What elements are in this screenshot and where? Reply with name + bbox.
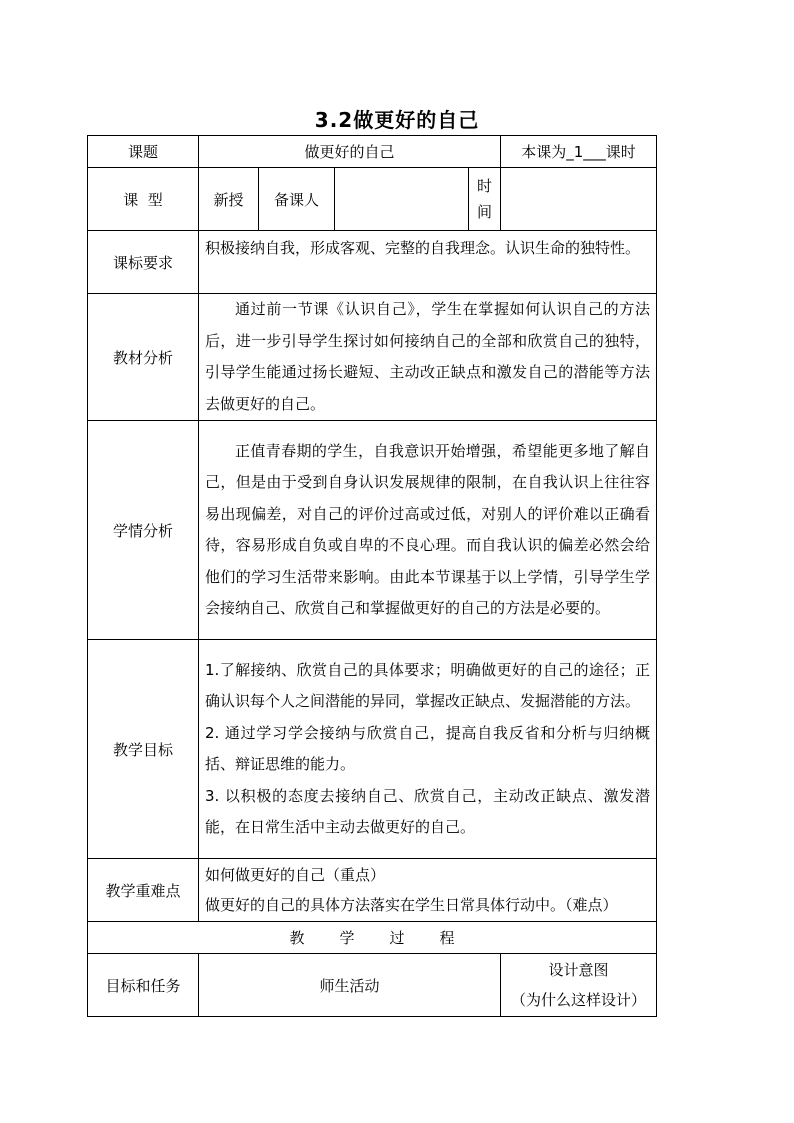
preparer-label: 备课人 — [259, 168, 335, 231]
objective-item-2: 2. 通过学习学会接纳与欣赏自己，提高自我反省和分析与归纳概括、辩证思维的能力。 — [205, 723, 651, 773]
time-value — [501, 168, 657, 231]
process-char-4: 程 — [439, 929, 455, 947]
process-col-goals: 目标和任务 — [88, 954, 199, 1017]
time-label-line-2: 间 — [477, 203, 493, 221]
objective-item-3: 3. 以积极的态度去接纳自己、欣赏自己，主动改正缺点、激发潜能，在日常生活中主动去做更好的自己。 — [205, 786, 651, 836]
material-text: 通过前一节课《认识自己》，学生在掌握如何认识自己的方法后，进一步引导学生探讨如何接纳自己的全部和欣赏自己的独特，引导学生能通过扬长避短、主动改正缺点和激发自己的潜能等方法去做更好的自己。 — [205, 300, 651, 413]
process-col-activities: 师生活动 — [199, 954, 501, 1017]
page-title: 3.2做更好的自己 — [314, 108, 480, 132]
row-key-points — [88, 859, 657, 922]
row-process-header — [88, 954, 657, 1017]
key-point-1: 如何做更好的自己（重点） — [205, 866, 386, 884]
standard-label: 课标要求 — [88, 231, 199, 294]
row-material — [88, 294, 657, 421]
objectives-cell — [199, 640, 657, 859]
key-point-2: 做更好的自己的具体方法落实在学生日常具体行动中。（难点） — [205, 896, 618, 914]
row-process-title — [88, 922, 657, 954]
preparer-value — [335, 168, 469, 231]
material-label: 教材分析 — [88, 294, 199, 421]
process-col-intent-line-1: 设计意图 — [548, 961, 609, 979]
objectives-label: 教学目标 — [88, 640, 199, 859]
learner-label: 学情分析 — [88, 421, 199, 640]
objective-item-1: 1.了解接纳、欣赏自己的具体要求；明确做更好的自己的途径；正确认识每个人之间潜能的异同，掌握改正缺点、发掘潜能的方法。 — [205, 660, 651, 710]
type-label-text: 课 型 — [123, 190, 163, 209]
time-label — [469, 168, 501, 231]
lesson-hours-suffix: ___课时 — [583, 143, 636, 161]
key-points-cell — [199, 859, 657, 922]
time-label-line-1: 时 — [477, 177, 493, 195]
lesson-hours-prefix: 本课为_ — [521, 143, 574, 161]
process-title — [88, 922, 657, 954]
row-learner — [88, 421, 657, 640]
standard-text: 积极接纳自我，形成客观、完整的自我理念。认识生命的独特性。 — [199, 231, 657, 294]
process-col-intent — [501, 954, 657, 1017]
key-points-label: 教学重难点 — [88, 859, 199, 922]
process-char-2: 学 — [339, 929, 355, 947]
material-cell — [199, 294, 657, 421]
row-objectives — [88, 640, 657, 859]
row-standard — [88, 231, 657, 294]
topic-value: 做更好的自己 — [199, 136, 501, 168]
process-char-1: 教 — [289, 929, 305, 947]
lesson-hours-value: 1 — [573, 143, 584, 161]
type-label — [88, 168, 199, 231]
lesson-hours — [501, 136, 657, 168]
lesson-plan-table — [87, 135, 657, 1017]
learner-text: 正值青春期的学生，自我意识开始增强，希望能更多地了解自己，但是由于受到自身认识发展规律的限制，在自我认识上往往容易出现偏差，对自己的评价过高或过低，对别人的评价难以正确看待，容易形成自负或自卑的不良心理。而自我认识的偏差必然会给他们的学习生活带来影响。由此本节课基于以上学情，引导学生学会接纳自己、欣赏自己和掌握做更好的自己的方法是必要的。 — [205, 441, 651, 617]
learner-cell — [199, 421, 657, 640]
row-type — [88, 168, 657, 231]
topic-label: 课题 — [88, 136, 199, 168]
type-value: 新授 — [199, 168, 259, 231]
process-char-3: 过 — [389, 929, 405, 947]
row-topic — [88, 136, 657, 168]
process-col-intent-line-2: （为什么这样设计） — [511, 991, 647, 1009]
